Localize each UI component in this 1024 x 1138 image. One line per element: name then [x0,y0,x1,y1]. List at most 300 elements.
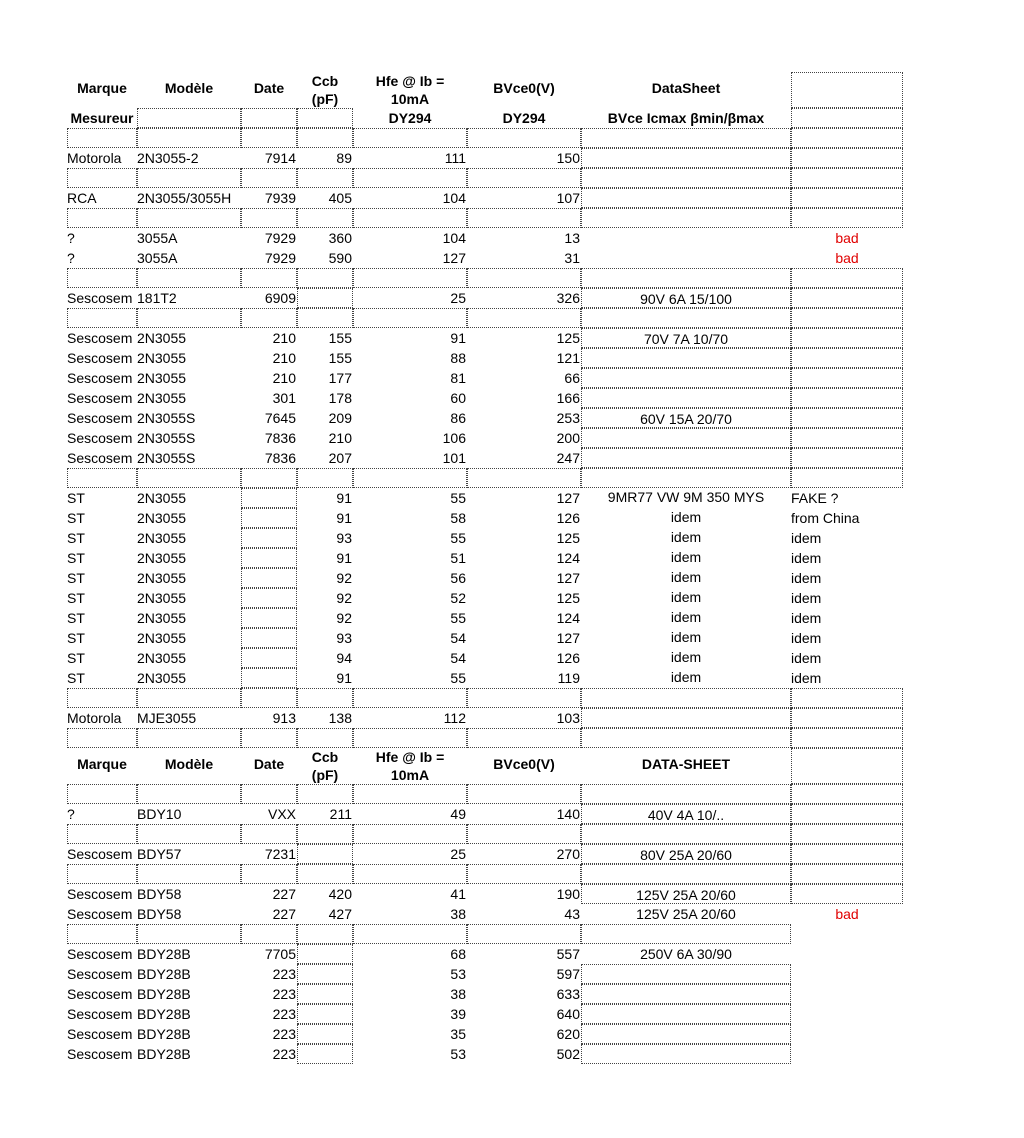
cell [581,924,791,944]
cell [241,128,297,148]
cell-modele: 2N3055/3055H [137,190,232,206]
cell-modele: 181T2 [137,290,177,306]
cell-marque: ST [67,510,85,526]
cell-ccb: 89 [336,150,352,166]
cell [467,924,581,944]
cell-modele: 2N3055 [137,370,187,386]
cell-date: 7231 [264,846,296,862]
cell-date: 223 [272,1046,296,1062]
status-badge: bad [835,906,859,922]
cell-bvce: 13 [564,230,580,246]
header-ccb: Ccb (pF) [311,749,339,783]
cell [241,864,297,884]
cell [241,688,297,708]
cell-marque: ST [67,590,85,606]
cell-marque: Sescosem [67,906,133,922]
cell-note [791,188,903,208]
cell-modele: 2N3055 [137,530,187,546]
cell-bvce: 557 [556,946,580,962]
cell-bvce: 140 [556,806,580,822]
cell-ccb: 178 [328,390,352,406]
cell-ccb: 93 [336,530,352,546]
cell-note [791,328,903,348]
cell-marque: Sescosem [67,1046,133,1062]
cell-date [241,608,297,628]
cell-note [791,1004,903,1024]
cell-datasheet [581,388,791,408]
cell-marque: Sescosem [67,986,133,1002]
cell-bvce: 127 [556,490,580,506]
cell-hfe: 104 [442,230,466,246]
cell-date: 7939 [264,190,296,206]
cell [353,784,467,804]
cell [791,468,903,488]
cell [137,268,241,288]
cell-modele: 2N3055 [137,330,187,346]
cell [581,128,791,148]
cell-ccb: 210 [328,430,352,446]
cell-bvce: 126 [556,650,580,666]
cell-bvce: 107 [556,190,580,206]
cell [297,108,353,128]
cell-modele: 2N3055 [137,570,187,586]
cell [791,784,903,804]
header-hfe-meter: DY294 [388,110,432,126]
cell-marque: Sescosem [67,430,133,446]
cell [353,268,467,288]
cell-note [791,428,903,448]
cell-datasheet [581,708,791,728]
cell [297,688,353,708]
cell-marque: ST [67,650,85,666]
cell-modele: 2N3055 [137,670,187,686]
cell-marque: ST [67,670,85,686]
cell-marque: Sescosem [67,1006,133,1022]
cell-date: 7929 [264,230,296,246]
cell-datasheet: idem [670,529,702,545]
cell [137,688,241,708]
cell-bvce: 326 [556,290,580,306]
cell [297,208,353,228]
cell-datasheet: idem [670,669,702,685]
cell-hfe: 55 [450,530,466,546]
cell-modele: 2N3055 [137,510,187,526]
cell [67,824,137,844]
cell-date: 913 [272,710,296,726]
header-modele: Modèle [164,80,214,96]
cell-datasheet: idem [670,569,702,585]
cell [297,728,353,748]
cell-date: 223 [272,966,296,982]
cell-modele: 2N3055S [137,410,196,426]
header-datasheet: DataSheet [651,80,721,96]
cell [353,308,467,328]
cell-note [791,884,903,904]
cell [791,168,903,188]
cell-marque: Sescosem [67,290,133,306]
cell-bvce: 103 [556,710,580,726]
cell-note [791,944,903,964]
cell-hfe: 60 [450,390,466,406]
cell-date: 7645 [264,410,296,426]
header-date: Date [253,756,285,772]
cell-ccb: 91 [336,510,352,526]
cell-hfe: 49 [450,806,466,822]
cell-marque: Motorola [67,150,122,166]
cell-date: VXX [267,806,296,822]
cell [467,864,581,884]
cell-modele: BDY58 [137,886,182,902]
cell-bvce: 125 [556,590,580,606]
cell-date [241,548,297,568]
cell [791,728,903,748]
cell-datasheet: idem [670,509,702,525]
cell-datasheet [581,248,791,268]
cell-ccb [297,1004,353,1024]
cell [137,824,241,844]
cell [581,268,791,288]
cell-note [791,368,903,388]
cell-modele: 3055A [137,230,178,246]
cell-note [791,348,903,368]
cell-hfe: 91 [450,330,466,346]
cell [67,128,137,148]
cell-note [791,72,903,108]
cell-modele: 2N3055 [137,590,187,606]
cell-datasheet: 80V 25A 20/60 [581,844,791,864]
cell-date: 210 [272,350,296,366]
cell-hfe: 104 [442,190,466,206]
cell [67,208,137,228]
cell-datasheet: idem [670,589,702,605]
cell-ccb [297,964,353,984]
cell-note: FAKE ? [791,490,839,506]
cell-bvce: 43 [564,906,580,922]
cell-marque: ST [67,610,85,626]
cell-marque: Sescosem [67,350,133,366]
cell-hfe: 54 [450,650,466,666]
cell-marque: ? [67,250,75,266]
cell-ccb: 405 [328,190,352,206]
cell [353,208,467,228]
cell-datasheet [581,448,791,468]
cell-ccb: 209 [328,410,352,426]
cell-hfe: 52 [450,590,466,606]
cell-bvce: 247 [556,450,580,466]
cell-note [791,708,903,728]
cell-note [791,288,903,308]
cell [67,688,137,708]
cell-bvce: 270 [556,846,580,862]
cell [137,128,241,148]
cell-marque: Sescosem [67,946,133,962]
cell-hfe: 111 [444,150,466,166]
cell-bvce: 166 [556,390,580,406]
header-bvce: BVce0(V) [493,756,555,772]
cell-bvce: 119 [557,670,580,686]
cell [581,864,791,884]
cell-hfe: 55 [450,610,466,626]
cell-hfe: 58 [450,510,466,526]
cell-bvce: 640 [556,1006,580,1022]
cell-date: 7705 [264,946,296,962]
cell-bvce: 31 [564,250,580,266]
cell-ccb [297,1024,353,1044]
cell-datasheet: idem [670,629,702,645]
cell-modele: BDY28B [137,1026,191,1042]
cell [467,688,581,708]
cell-note: idem [791,530,822,546]
cell-note [791,964,903,984]
cell-date: 227 [272,906,296,922]
cell-note: from China [791,510,860,526]
cell-note: idem [791,630,822,646]
cell-marque: Sescosem [67,410,133,426]
cell-bvce: 66 [564,370,580,386]
cell-marque: ? [67,806,75,822]
cell-note: idem [791,550,822,566]
cell-ccb [297,944,353,964]
cell [297,308,353,328]
cell-modele: MJE3055 [137,710,197,726]
cell [791,688,903,708]
header-datasheet-cols: BVce Icmax βmin/βmax [607,110,765,126]
cell [353,824,467,844]
cell-bvce: 126 [556,510,580,526]
cell-marque: Sescosem [67,846,133,862]
cell [581,308,791,328]
cell-hfe: 56 [450,570,466,586]
cell-hfe: 81 [450,370,466,386]
cell-modele: 3055A [137,250,178,266]
cell-date: 210 [272,330,296,346]
cell-hfe: 101 [442,450,466,466]
cell [137,108,241,128]
cell [297,128,353,148]
cell-datasheet [581,348,791,368]
cell-note: idem [791,650,822,666]
cell [353,728,467,748]
cell-note: idem [791,610,822,626]
cell-date [241,528,297,548]
header-datasheet: DATA-SHEET [641,756,731,772]
cell [241,924,297,944]
cell [241,824,297,844]
cell-hfe: 55 [450,670,466,686]
cell-modele: BDY58 [137,906,182,922]
cell-modele: BDY28B [137,1006,191,1022]
cell-datasheet [581,1044,791,1064]
cell-datasheet: idem [670,649,702,665]
cell [137,168,241,188]
cell-ccb: 211 [329,806,352,822]
cell-modele: BDY28B [137,966,191,982]
cell [791,208,903,228]
cell-modele: 2N3055-2 [137,150,199,166]
cell-hfe: 41 [450,886,466,902]
cell-marque: ST [67,490,85,506]
cell [581,688,791,708]
cell-bvce: 597 [556,966,580,982]
cell-hfe: 54 [450,630,466,646]
cell-datasheet: idem [670,549,702,565]
cell-marque: Sescosem [67,1026,133,1042]
cell [581,728,791,748]
cell-bvce: 150 [556,150,580,166]
cell-ccb: 360 [328,230,352,246]
cell [353,128,467,148]
cell-date [241,668,297,688]
cell-hfe: 53 [450,966,466,982]
cell-modele: 2N3055 [137,350,187,366]
cell [467,208,581,228]
cell [581,168,791,188]
cell-modele: BDY28B [137,946,191,962]
cell-ccb: 420 [328,886,352,902]
cell-datasheet: 125V 25A 20/60 [581,884,791,904]
cell-datasheet: 70V 7A 10/70 [581,328,791,348]
cell-datasheet: 60V 15A 20/70 [581,408,791,428]
cell-date: 227 [272,886,296,902]
cell-note: idem [791,670,822,686]
cell [467,784,581,804]
cell-modele: 2N3055S [137,430,196,446]
cell-note [791,148,903,168]
cell-hfe: 35 [450,1026,466,1042]
cell-modele: 2N3055 [137,630,187,646]
cell-hfe: 38 [450,906,466,922]
cell-marque: ST [67,630,85,646]
cell [241,108,297,128]
cell-marque: Sescosem [67,370,133,386]
cell-note [791,1024,903,1044]
cell [241,308,297,328]
status-badge: bad [835,250,859,266]
cell-datasheet: idem [670,609,702,625]
cell [791,268,903,288]
cell [137,784,241,804]
cell-hfe: 53 [450,1046,466,1062]
cell-ccb: 155 [328,350,352,366]
cell-bvce: 620 [556,1026,580,1042]
cell-marque: Sescosem [67,390,133,406]
cell [791,308,903,328]
cell-datasheet [581,964,791,984]
cell [241,728,297,748]
cell-modele: 2N3055S [137,450,196,466]
cell-modele: 2N3055 [137,390,187,406]
cell-ccb: 94 [336,650,352,666]
cell [241,208,297,228]
cell-datasheet: 250V 6A 30/90 [640,946,732,962]
cell-date: 301 [272,390,296,406]
cell-datasheet [581,1024,791,1044]
cell-datasheet [581,428,791,448]
cell [297,784,353,804]
cell-note [791,108,903,128]
cell-hfe: 25 [450,846,466,862]
cell [467,728,581,748]
cell-note [791,388,903,408]
cell-note [791,448,903,468]
cell-note: idem [791,570,822,586]
cell-hfe: 112 [443,710,466,726]
header-ccb: Ccb (pF) [311,73,339,107]
cell-marque: ST [67,550,85,566]
cell-datasheet [581,188,791,208]
cell-bvce: 253 [556,410,580,426]
cell-modele: 2N3055 [137,610,187,626]
cell [67,268,137,288]
cell-ccb: 93 [336,630,352,646]
cell-ccb [297,984,353,1004]
cell-marque: Sescosem [67,966,133,982]
cell [353,924,467,944]
cell-ccb: 138 [328,710,352,726]
cell-date [241,508,297,528]
cell-datasheet: 40V 4A 10/.. [581,804,791,824]
cell [241,468,297,488]
cell-bvce: 190 [556,886,580,902]
cell-modele: BDY28B [137,1046,191,1062]
cell-marque: Sescosem [67,886,133,902]
cell-datasheet [581,984,791,1004]
cell [297,268,353,288]
cell [241,784,297,804]
cell-date: 223 [272,986,296,1002]
cell-modele: BDY28B [137,986,191,1002]
cell-date: 223 [272,1006,296,1022]
cell-hfe: 127 [442,250,466,266]
cell-bvce: 127 [556,630,580,646]
cell-marque: RCA [67,190,97,206]
cell-hfe: 38 [450,986,466,1002]
cell [467,168,581,188]
cell-datasheet: 125V 25A 20/60 [636,906,736,922]
cell [67,468,137,488]
cell-bvce: 200 [556,430,580,446]
cell-bvce: 633 [556,986,580,1002]
cell-note [791,804,903,824]
cell-datasheet [581,148,791,168]
cell-marque: ST [67,530,85,546]
cell-note [791,1044,903,1064]
cell [791,128,903,148]
cell-hfe: 39 [450,1006,466,1022]
cell-marque: Motorola [67,710,122,726]
cell [581,784,791,804]
cell-modele: 2N3055 [137,650,187,666]
cell-date: 6909 [264,290,296,306]
cell-ccb: 92 [336,570,352,586]
cell-modele: BDY57 [137,846,182,862]
cell-ccb [297,288,353,308]
header-bvce: BVce0(V) [493,80,555,96]
cell-marque: ? [67,230,75,246]
cell-ccb: 427 [328,906,352,922]
cell [137,864,241,884]
header-modele: Modèle [164,756,214,772]
cell [67,168,137,188]
cell [241,168,297,188]
cell-hfe: 55 [450,490,466,506]
cell [467,308,581,328]
cell-bvce: 127 [556,570,580,586]
cell-date [241,568,297,588]
cell [137,924,241,944]
cell [467,268,581,288]
cell-date: 210 [272,370,296,386]
